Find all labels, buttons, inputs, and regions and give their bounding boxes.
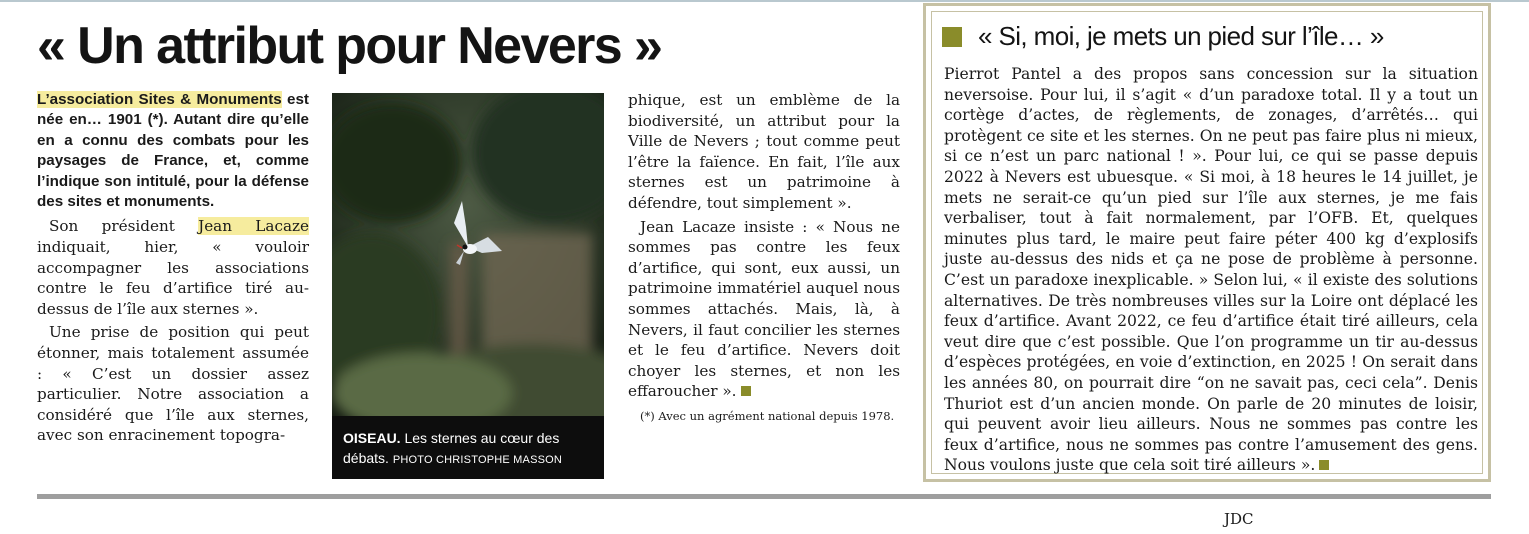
lead-text: est née en… 1901 (*). Autant dire qu’elle en a connu des combats pour les paysages de France, et, comme l’indique son intitulé, pour la défense des sites et monuments. <box>37 91 309 211</box>
bottom-rule <box>37 494 1491 499</box>
photo-caption <box>332 416 604 479</box>
end-square-icon <box>741 386 751 396</box>
paragraph-president <box>37 216 309 319</box>
photo-credit: PHOTO CHRISTOPHE MASSON <box>392 454 563 466</box>
highlighted-person-name: Jean Lacaze <box>198 217 309 236</box>
highlighted-org-name: L’association Sites & Monuments <box>37 91 282 108</box>
sidebar-box <box>923 3 1491 482</box>
caption-text: Les sternes au cœur des débats. <box>343 430 560 466</box>
article-column-3 <box>628 90 900 427</box>
photo-tern <box>332 93 604 479</box>
paragraph-text: Jean Lacaze insiste : « Nous ne sommes pas contre les feux d’artifice, qui sont, eux aussi, un patrimoine immatériel auquel nous sommes attachés. Mais, là, à Nevers, il faut concilier les sternes et le feu d’artifice. Nevers doit choyer les sternes, et non les effaroucher ». <box>628 217 900 401</box>
article-column-1 <box>37 90 309 449</box>
paragraph-continuation: phique, est un emblème de la biodiversité, un attribut pour la Ville de Nevers ; tout comme peut l’être la faïence. En fait, l’île aux sternes est un patrimoine à défendre, tout simplement ». <box>628 91 900 212</box>
paragraph-insists <box>628 217 900 402</box>
tern-photo-image <box>332 93 604 416</box>
box-title <box>942 19 1482 53</box>
paragraph-text: Son président <box>49 217 199 236</box>
box-body <box>944 64 1478 476</box>
footnote: (*) Avec un agrément national depuis 1978. <box>640 408 895 423</box>
headline: « Un attribut pour Nevers » <box>37 17 662 75</box>
top-rule <box>0 0 1529 2</box>
square-bullet-icon <box>942 27 962 47</box>
caption-keyword: OISEAU. <box>343 430 401 446</box>
lead-paragraph <box>37 90 309 212</box>
paragraph-text: indiquait, hier, « vouloir accompagner les associations contre le feu d’artifice tiré au-dessus de l’île aux sternes ». <box>37 238 309 318</box>
paragraph-position: Une prise de position qui peut étonner, mais totalement assumée : « C’est un dossier assez particulier. Notre association a considéré que l’île aux sternes, avec son enracinement topogra- <box>37 323 309 445</box>
author-initials: JDC <box>1224 510 1254 528</box>
box-title-text: « Si, moi, je mets un pied sur l’île… » <box>978 21 1384 51</box>
box-body-text: Pierrot Pantel a des propos sans concession sur la situation neversoise. Pour lui, il s’agit « d’un paradoxe total. Il y a tout un cortège d’actes, de règlements, de zonages, d’arrêtés… qui protègent ce site et les sternes. On ne peut pas faire plus ni mieux, si ce n’est un parc national ! ». Pour lui, ce qui se passe depuis 2022 à Nevers est ubuesque. « Si moi, à 18 heures le 14 juillet, je mets ne serait-ce qu’un pied sur l’île aux sternes, je me fais verbaliser, tout à fait normalement, par l’OFB. Et, quelques minutes plus tard, le maire peut faire péter 400 kg d’explosifs juste au-dessus des nids et ça ne pose de problème à personne. C’est un paradoxe inexplicable. » Selon lui, « il existe des solutions alternatives. De très nombreuses villes sur la Loire ont déplacé les feux d’artifice. Avant 2022, ce feu d’artifice était tiré ailleurs, cela veut dire que c’est possible. Que l’on programme un tir au-dessus d’espèces protégées, en voie d’extinction, en 2025 ! On serait dans les années 80, on pourrait dire “on ne savait pas, ceci cela”. Denis Thuriot est d’un ancien monde. On parle de 20 minutes de loisir, qui peuvent avoir lieu ailleurs. Nous ne sommes pas contre les feux d’artifice, nous ne sommes pas contre l’amusement des gens. Nous voulons juste que cela soit tiré ailleurs ». <box>944 65 1478 475</box>
end-square-icon <box>1319 460 1329 470</box>
